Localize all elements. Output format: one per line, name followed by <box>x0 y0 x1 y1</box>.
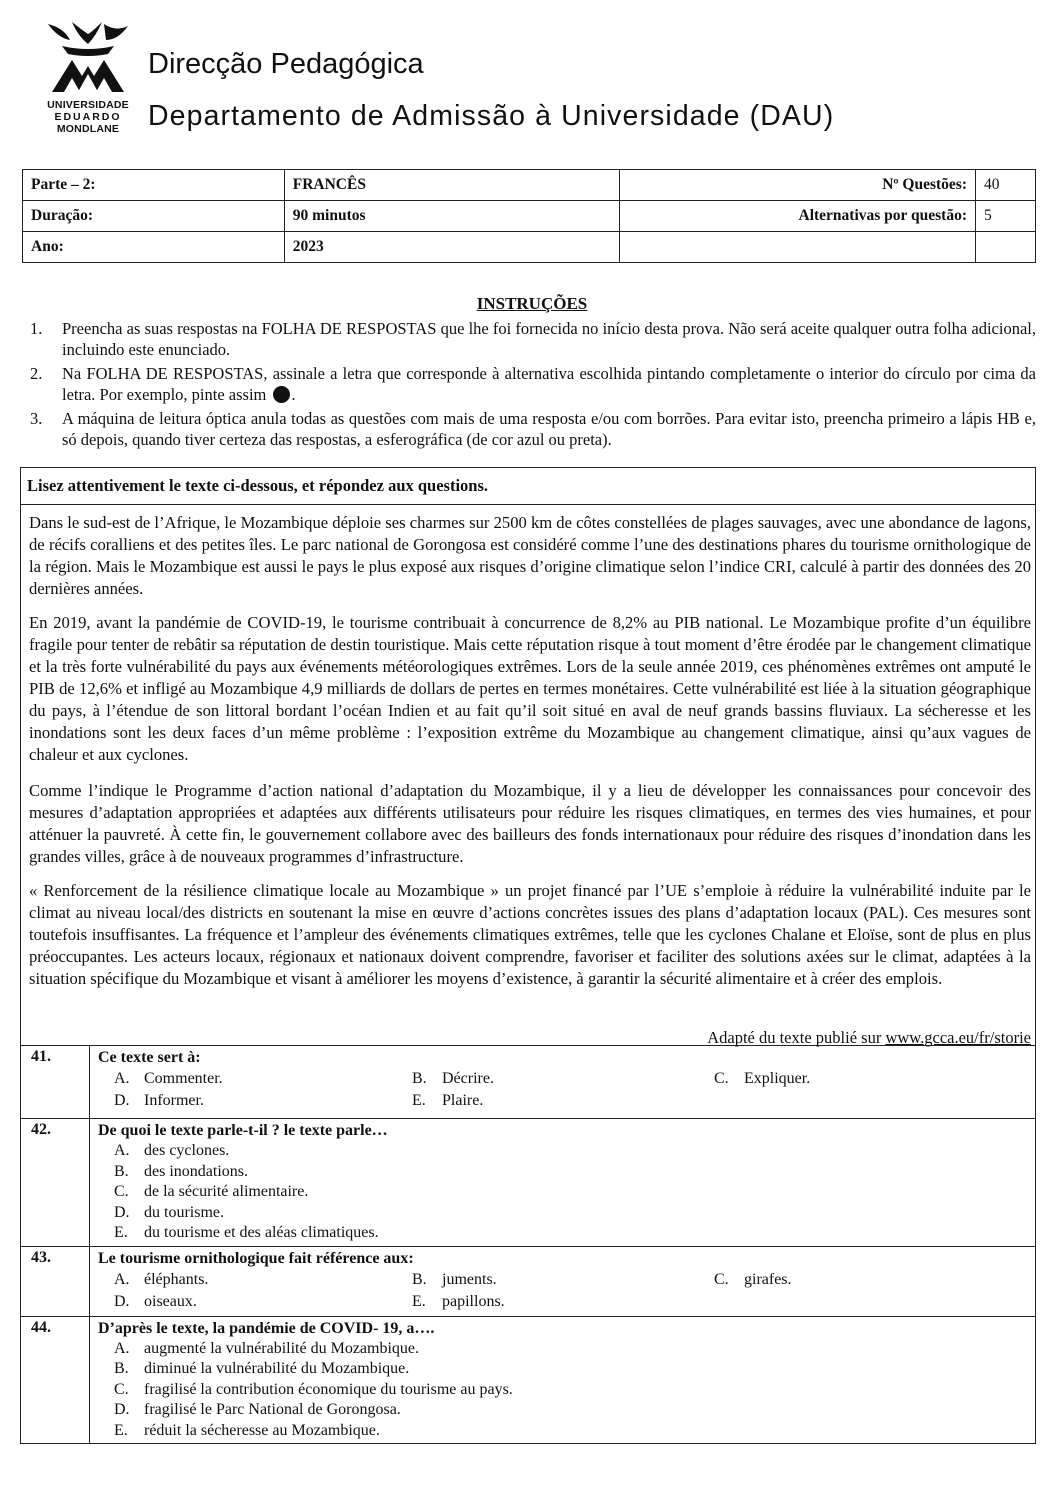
questions-table <box>20 1045 1036 1444</box>
option-text: des inondations. <box>144 1162 248 1180</box>
question-row <box>21 1246 1036 1316</box>
option-text: éléphants. <box>144 1270 209 1288</box>
option[interactable] <box>98 1269 396 1291</box>
instruction-text: Na FOLHA DE RESPOSTAS, assinale a letra que corresponde à alternativa escolhida pintando completamente o interior do círculo por cima da letra. Por exemplo, pinte assim <box>62 364 1036 404</box>
option-text: Plaire. <box>442 1092 484 1109</box>
option[interactable] <box>98 1141 1027 1162</box>
instruction-number: 2. <box>30 364 43 383</box>
option-text: de la sécurité alimentaire. <box>144 1183 309 1200</box>
option-letter: D. <box>114 1092 130 1109</box>
option-letter: B. <box>114 1360 129 1377</box>
option-letter: C. <box>114 1380 129 1398</box>
option[interactable] <box>98 1421 1027 1442</box>
option-letter: E. <box>412 1292 426 1310</box>
reading-text-box <box>20 467 1036 1046</box>
option-text: augmenté la vulnérabilité du Mozambique. <box>144 1339 420 1357</box>
option-text: du tourisme. <box>144 1203 224 1221</box>
option[interactable] <box>396 1291 698 1313</box>
option[interactable] <box>396 1269 698 1291</box>
option-text: diminué la vulnérabilité du Mozambique. <box>144 1360 410 1377</box>
option-letter: D. <box>114 1292 130 1310</box>
exam-info-row <box>23 232 1036 263</box>
option-letter: A. <box>114 1070 130 1087</box>
instruction-text-wrapper <box>62 363 1036 405</box>
option-letter: D. <box>114 1401 130 1418</box>
option-letter: E. <box>114 1421 128 1439</box>
option[interactable] <box>98 1400 1027 1421</box>
option-text: girafes. <box>744 1270 792 1288</box>
option-text: réduit la sécheresse au Mozambique. <box>144 1421 380 1439</box>
reading-paragraph: Comme l’indique le Programme d’action national d’adaptation du Mozambique, il y a lieu de développer les connaissances pour concevoir des mesures d’adaptation appropriées et adaptées aux différents utilisateurs pour réduire les risques climatiques, en termes des vies humaines, et pour atténuer la pauvreté. À cette fin, le gouvernement collabore avec des bailleurs des fonds internationaux pour réduire des risques d’inondation dans les grandes villes, grâce à de nouveaux programmes d’infrastructure. <box>29 781 1031 866</box>
option[interactable] <box>698 1269 998 1291</box>
option-letter: B. <box>114 1162 129 1180</box>
question-row <box>21 1046 1036 1119</box>
option-text: du tourisme et des aléas climatiques. <box>144 1224 379 1241</box>
question-text: Le tourisme ornithologique fait référence aux: <box>98 1249 414 1267</box>
option-letter: D. <box>114 1203 130 1221</box>
filled-circle-icon <box>273 386 290 403</box>
option-letter: A. <box>114 1339 130 1357</box>
question-text: Ce texte sert à: <box>98 1049 201 1066</box>
parte-label: Parte – 2: <box>23 170 285 201</box>
reading-paragraph: « Renforcement de la résilience climatique locale au Mozambique » un projet financé par l’UE s’emploie à réduire la vulnérabilité induite par le climat au niveau local/des districts en soutenant la mise en œuvre d’actions concrètes issues des plans d’adaptation locaux (PAL). Ces mesures sont toutefois insuffisantes. La fréquence et l’ampleur des événements climatiques extrêmes, telle que les cyclones Chalane et Eloïse, sont de plus en plus préoccupantes. Les acteurs locaux, régionaux et nationaux doivent comprendre, favoriser et faciliter des solutions axées sur le climat, adaptées à la situation spécifique du Mozambique et visant à améliorer les moyens d’existence, à garantir la sécurité alimentaire et à créer des emplois. <box>29 881 1031 988</box>
university-name-line1: UNIVERSIDADE <box>47 99 129 111</box>
reading-heading: Lisez attentivement le texte ci-dessous, et répondez aux questions. <box>27 476 489 495</box>
instruction-text: A máquina de leitura óptica anula todas as questões com mais de uma resposta e/ou com borrões. Para evitar isto, preencha primeiro a lápis HB e, só depois, quando tiver certeza das respostas, a esferográfica (de cor azul ou preta). <box>62 409 1036 449</box>
reading-paragraph: En 2019, avant la pandémie de COVID-19, le tourisme contribuait à concurrence de 8,2% au PIB national. Le Mozambique profite d’un équilibre fragile pour tenter de rebâtir sa réputation de destin touristique. Mais cette réputation risque à tout moment d’être érodée par le changement climatique et la très forte vulnérabilité du pays aux événements météorologiques extrêmes. Lors de la seule année 2019, ces phénomènes extrêmes ont amputé le PIB de 12,6% et infligé au Mozambique 4,9 milliards de dollars de pertes en termes monétaires. Cette vulnérabilité est liée à la situation géographique du pays, à l’étendue de son littoral bordant l’océan Indien et au fait qu’il soit situé en aval de neuf grands bassins fluviaux. La sécheresse et les inondations sont les deux faces d’un même problème : l’exposition extrême du Mozambique au changement climatique, ainsi qu’aux vagues de chaleur et aux cyclones. <box>29 613 1031 764</box>
instruction-item <box>30 363 1036 405</box>
question-number: 43. <box>21 1246 90 1316</box>
alternativas-label: Alternativas por questão: <box>620 201 976 232</box>
instruction-item <box>30 318 1036 360</box>
source-link[interactable]: www.gcca.eu/fr/storie <box>885 1028 1031 1047</box>
instruction-item <box>30 408 1036 450</box>
question-number: 44. <box>21 1316 90 1444</box>
question-cell <box>90 1046 1036 1119</box>
options-grid <box>98 1269 1027 1313</box>
option[interactable] <box>98 1162 1027 1183</box>
option-text: des cyclones. <box>144 1142 230 1159</box>
options-grid <box>98 1068 1027 1112</box>
university-logo <box>42 18 134 136</box>
duracao-value: 90 minutos <box>284 201 620 232</box>
instruction-number: 1. <box>30 319 43 338</box>
exam-info-row <box>23 201 1036 232</box>
divider <box>21 504 1035 505</box>
option-text: Commenter. <box>144 1070 223 1087</box>
option-letter: C. <box>114 1183 129 1200</box>
empty-cell <box>620 232 976 263</box>
empty-cell <box>976 232 1036 263</box>
alternativas-value: 5 <box>976 201 1036 232</box>
parte-value: FRANCÊS <box>284 170 620 201</box>
option[interactable] <box>98 1223 1027 1244</box>
option-letter: A. <box>114 1142 130 1159</box>
ano-value: 2023 <box>284 232 620 263</box>
option[interactable] <box>98 1203 1027 1224</box>
question-text: De quoi le texte parle-t-il ? le texte parle… <box>98 1122 388 1139</box>
option-letter: E. <box>412 1092 426 1109</box>
option-text: Décrire. <box>442 1070 494 1087</box>
exam-info-row <box>23 170 1036 201</box>
question-cell <box>90 1119 1036 1247</box>
question-row <box>21 1119 1036 1247</box>
instruction-number: 3. <box>30 409 43 428</box>
option-text: fragilisé le Parc National de Gorongosa. <box>144 1401 401 1418</box>
option[interactable] <box>396 1068 698 1090</box>
option-text: papillons. <box>442 1292 505 1310</box>
university-emblem-icon <box>42 18 134 98</box>
university-name-line2: EDUARDO <box>54 111 122 123</box>
option-letter: E. <box>114 1224 128 1241</box>
option[interactable] <box>396 1090 698 1112</box>
option[interactable] <box>98 1291 396 1313</box>
question-number: 41. <box>21 1046 90 1119</box>
option-text: oiseaux. <box>144 1292 197 1310</box>
option[interactable] <box>98 1380 1027 1401</box>
option-text: juments. <box>442 1270 497 1288</box>
option-letter: C. <box>714 1070 729 1087</box>
university-name-line3: MONDLANE <box>56 123 120 135</box>
option[interactable] <box>98 1182 1027 1203</box>
option[interactable] <box>98 1068 396 1090</box>
option-text: Informer. <box>144 1092 204 1109</box>
instruction-end: . <box>291 385 296 404</box>
option-letter: B. <box>412 1270 427 1288</box>
duracao-label: Duração: <box>23 201 285 232</box>
question-cell <box>90 1246 1036 1316</box>
question-row <box>21 1316 1036 1444</box>
ano-label: Ano: <box>23 232 285 263</box>
instruction-text: Preencha as suas respostas na FOLHA DE RESPOSTAS que lhe foi fornecida no início desta prova. Não será aceite qualquer outra folha adicional, incluindo este enunciado. <box>62 319 1036 359</box>
instructions-title: INSTRUÇÕES <box>476 294 588 313</box>
question-cell <box>90 1316 1036 1444</box>
option-text: Expliquer. <box>744 1070 811 1087</box>
question-number: 42. <box>21 1119 90 1247</box>
option[interactable] <box>98 1359 1027 1380</box>
option-letter: B. <box>412 1070 427 1087</box>
questoes-label: Nº Questões: <box>620 170 976 201</box>
reading-paragraph: Dans le sud-est de l’Afrique, le Mozambique déploie ses charmes sur 2500 km de côtes constellées de plages sauvages, avec une abondance de lagons, de récifs coralliens et des petites îles. Le parc national de Gorongosa est considéré comme l’une des destinations phares du tourisme ornithologique de la région. Mais le Mozambique est aussi le pays le plus exposé aux risques d’origine climatique selon l’indice CRI, calculé à partir des données des 20 dernières années. <box>29 513 1031 598</box>
questoes-value: 40 <box>976 170 1036 201</box>
question-text: D’après le texte, la pandémie de COVID- 19, a…. <box>98 1319 435 1337</box>
option[interactable] <box>98 1090 396 1112</box>
source-prefix: Adapté du texte publié sur <box>707 1028 886 1047</box>
header-title: Direcção Pedagógica <box>148 48 424 80</box>
option[interactable] <box>98 1339 1027 1360</box>
option-letter: A. <box>114 1270 130 1288</box>
header-subtitle: Departamento de Admissão à Universidade (DAU) <box>148 100 835 132</box>
option[interactable] <box>698 1068 998 1090</box>
option-text: fragilisé la contribution économique du tourisme au pays. <box>144 1380 513 1398</box>
option-letter: C. <box>714 1270 729 1288</box>
exam-info-table <box>22 169 1036 263</box>
